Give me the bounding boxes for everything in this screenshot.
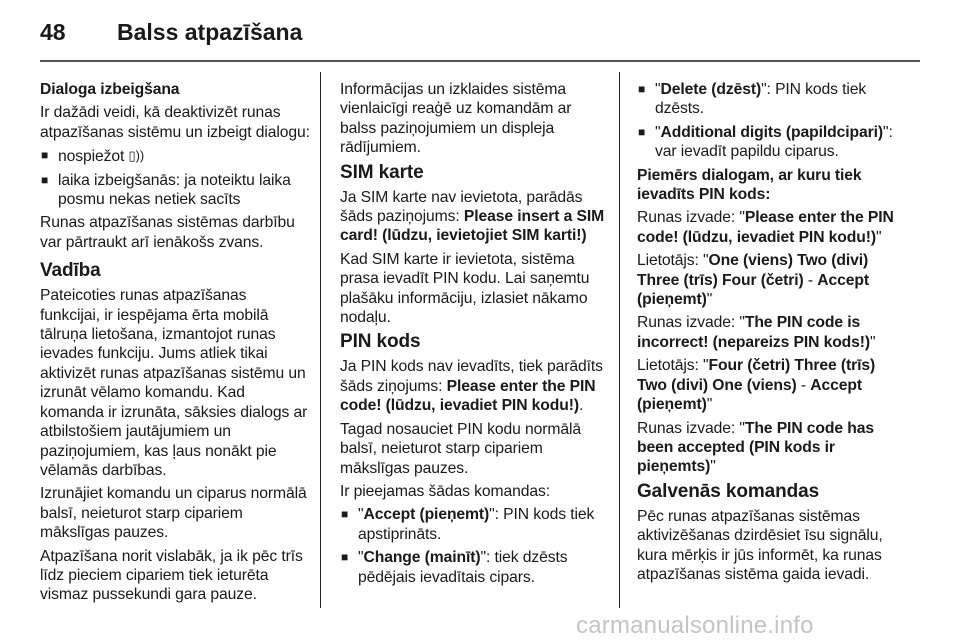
paragraph-pin-1: Ja PIN kods nav ievadīts, tiek parādīts šāds ziņojums: Please enter the PIN code! (lūdzu, ievadiet PIN kodu!).	[340, 358, 603, 415]
voice-icon: ▯))	[128, 148, 145, 164]
dialog-line: Runas izvade: "Please enter the PIN code! (lūdzu, ievadiet PIN kodu!)"	[637, 209, 894, 246]
paragraph-interrupt: Runas atpazīšanas sistēmas darbību var pārtraukt arī ienākošs zvans.	[40, 214, 295, 251]
paragraph-pin-2: Tagad nosauciet PIN kodu normālā balsī, neieturot starp cipariem mākslīgas pauzes.	[340, 420, 581, 477]
paragraph-info: Informācijas un izklaides sistēma vienlaicīgi reaģē uz komandām ar balss paziņojumiem un displeja rādījumiem.	[340, 81, 572, 157]
dialog-line: Lietotājs: "One (viens) Two (divi) Three (trīs) Four (četri) - Accept (pieņemt)"	[637, 252, 869, 309]
page-number: 48	[40, 19, 66, 45]
list-item: ■ "Delete (dzēst)": PIN kods tiek dzēsts.	[637, 80, 905, 119]
list-item: ■ "Accept (pieņemt)": PIN kods tiek apstiprināts.	[340, 505, 606, 544]
pin-commands-list-continued	[637, 80, 905, 162]
dialog-line: Runas izvade: "The PIN code has been accepted (PIN kods ir pieņemts)"	[637, 419, 875, 476]
column-divider-2	[619, 72, 620, 608]
paragraph-control-3: Atpazīšana norit vislabāk, ja ik pēc trīs līdz pieciem cipariem tiek ieturēta vismaz pussekundi gara pauze.	[40, 547, 303, 604]
ending-options-list	[40, 146, 310, 209]
dialog-line: Runas izvade: "The PIN code is incorrect! (nepareizs PIN kods!)"	[637, 314, 876, 351]
paragraph-control-2: Izrunājiet komandu un ciparus normālā balsī, neieturot starp cipariem mākslīgas pauzes.	[40, 485, 307, 542]
column-1	[40, 80, 310, 609]
list-item: ■ nospiežot ▯))	[40, 146, 310, 166]
column-2	[340, 80, 606, 591]
heading-pin-code: PIN kods	[340, 331, 421, 353]
paragraph-sim-1: Ja SIM karte nav ievietota, parādās šāds paziņojums: Please insert a SIM card! (lūdzu, ievietojiet SIM karti!)	[340, 188, 605, 245]
header-rule	[40, 60, 920, 62]
heading-main-commands: Galvenās komandas	[637, 480, 820, 502]
sim-message: Please insert a SIM card! (lūdzu, ievietojiet SIM karti!)	[340, 208, 605, 245]
column-divider-1	[320, 72, 321, 608]
heading-example-dialog: Piemērs dialogam, ar kuru tiek ievadīts PIN kods:	[637, 166, 862, 204]
list-item: ■ "Additional digits (papildcipari)": var ievadīt papildu ciparus.	[637, 123, 905, 162]
paragraph-dialog-ending: Ir dažādi veidi, kā deaktivizēt runas atpazīšanas sistēmu un izbeigt dialogu:	[40, 104, 310, 141]
paragraph-pin-3: Ir pieejamas šādas komandas:	[340, 482, 550, 500]
heading-sim-card: SIM karte	[340, 161, 424, 183]
dialog-line: Lietotājs: "Four (četri) Three (trīs) Two (divi) One (viens) - Accept (pieņemt)"	[637, 357, 876, 414]
heading-control: Vadība	[40, 260, 101, 282]
page-header	[40, 19, 920, 47]
command-delete: Delete (dzēst)	[660, 81, 762, 98]
pin-message: Please enter the PIN code! (lūdzu, ievadiet PIN kodu!)	[340, 377, 596, 415]
command-accept: Accept (pieņemt)	[363, 506, 490, 524]
command-change: Change (mainīt)	[363, 549, 481, 567]
list-item: ■ "Change (mainīt)": tiek dzēsts pēdējais ievadītais cipars.	[340, 548, 606, 587]
heading-dialog-ending: Dialoga izbeigšana	[40, 81, 180, 98]
pin-commands-list	[340, 505, 606, 587]
paragraph-sim-2: Kad SIM karte ir ievietota, sistēma prasa ievadīt PIN kodu. Lai saņemtu plašāku informāciju, izlasiet nākamo nodaļu.	[340, 250, 590, 327]
watermark: carmanualsonline.info	[576, 612, 814, 639]
list-item: ■ laika izbeigšanās: ja noteiktu laika posmu nekas netiek sacīts	[40, 171, 310, 210]
paragraph-main-commands: Pēc runas atpazīšanas sistēmas aktivizēšanas dzirdēsiet īsu signālu, kura mērķis ir jūs informēt, ka runas atpazīšanas sistēma gaida ievadi.	[637, 507, 883, 583]
paragraph-control-1: Pateicoties runas atpazīšanas funkcijai, ir iespējama ērta mobilā tālruņa lietošana, izmantojot runas ievades funkciju. Jums atliek tikai aktivizēt runas atpazīšanas sistēmu un izrunāt vēlamo komandu. Kad komanda ir izrunāta, sāksies dialogs ar atbilstošiem jautājumiem un paziņojumiem, kas ļaus nonākt pie vēlamās darbības.	[40, 287, 308, 479]
command-additional-digits: Additional digits (papildcipari)	[660, 123, 884, 141]
chapter-title: Balss atpazīšana	[117, 19, 303, 45]
column-3	[637, 80, 905, 588]
